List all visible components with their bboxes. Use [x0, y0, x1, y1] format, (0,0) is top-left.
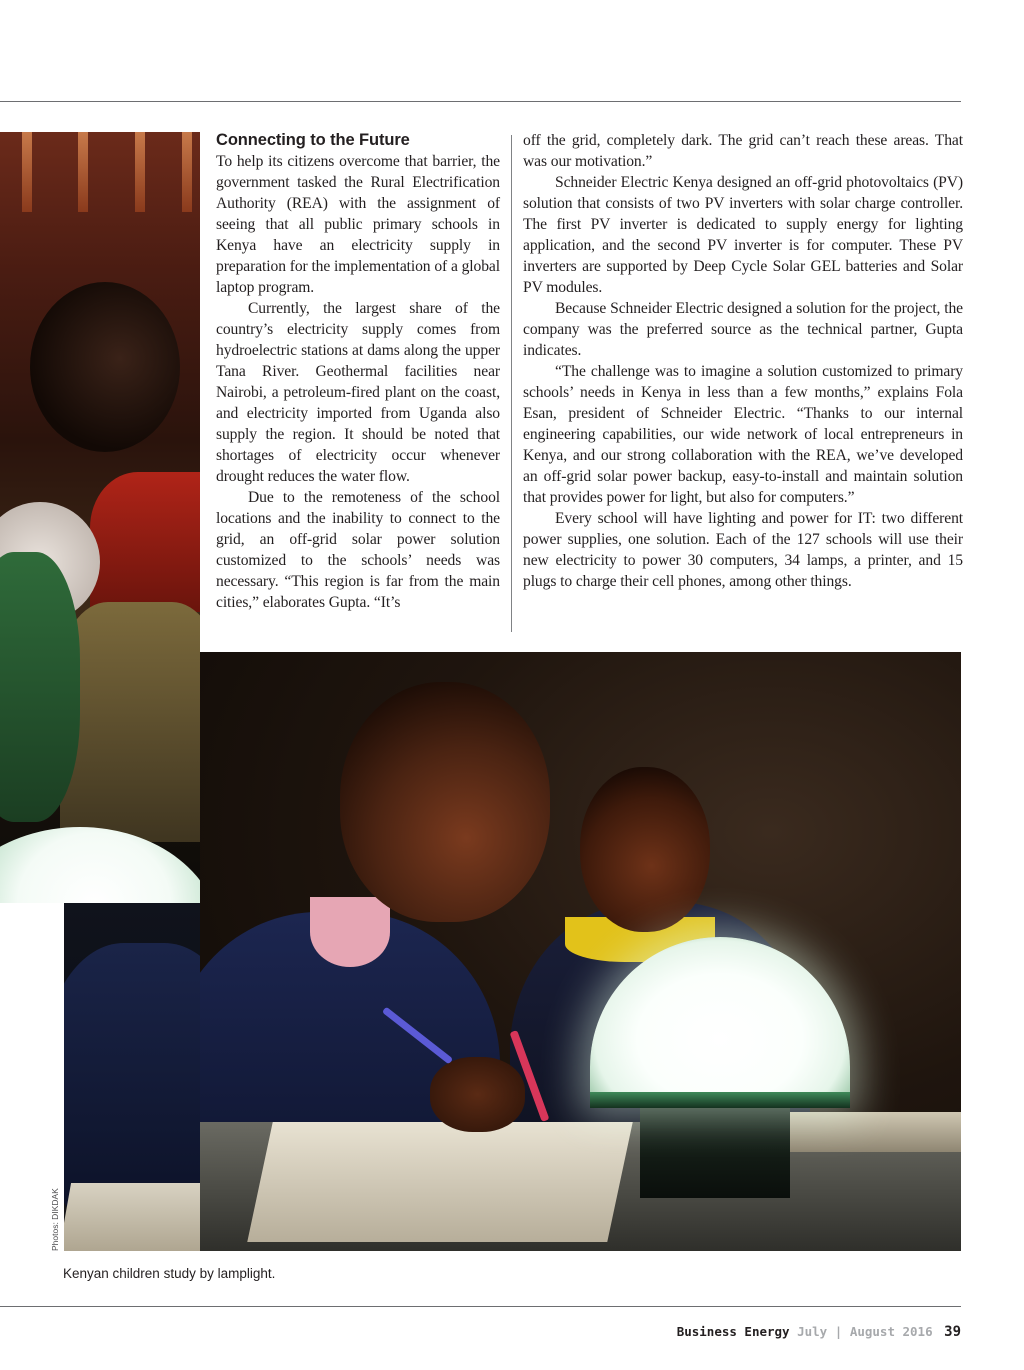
paragraph: Due to the remoteness of the school locations and the inability to connect to the grid, an off-grid solar power solution customized to the schools’ needs was necessary. “This region is far from the main cities,” elaborates Gupta. “It’s [216, 489, 500, 611]
paragraph: Schneider Electric Kenya designed an off-grid photovoltaics (PV) solution that consists of two PV inverters with solar charge controller. The first PV inverter is dedicated to supply energy for lighting application, and the second PV inverter is for computer. These PV inverters are supported by Deep Cycle Solar GEL batteries and Solar PV modules. [523, 174, 963, 296]
issue-month: July [797, 1324, 828, 1339]
paragraph: “The challenge was to imagine a solution customized to primary schools’ needs in Kenya in less than a few months,” explains Fola Esan, president of Schneider Electric. “Thanks to our internal engineering capabilities, our wide network of local entrepreneurs in Kenya, and our strong collaboration with the REA, we’ve developed an off-grid solar power backup, easy-to-install and maintain solution that provides power for light, but also for computers.” [523, 363, 963, 506]
top-rule [0, 101, 961, 102]
photo-children-classroom-left [0, 132, 200, 903]
paragraph: To help its citizens overcome that barrier, the government tasked the Rural Electrification Authority (REA) with the assignment of seeing that all public primary schools in Kenya have an electricity supply in preparation for the implementation of a global laptop program. [216, 153, 500, 296]
paragraph: Currently, the largest share of the country’s electricity supply comes from hydroelectric stations at dams along the upper Tana River. Geothermal facilities near Nairobi, a petroleum-fired plant on the coast, and electricity imported from Uganda also supply the region. It should be noted that shortages of electricity occur whenever drought reduces the water flow. [216, 300, 500, 485]
page-footer [677, 1324, 961, 1340]
section-heading: Connecting to the Future [216, 131, 410, 149]
page-number: 39 [944, 1324, 961, 1340]
photo-caption: Kenyan children study by lamplight. [63, 1266, 276, 1281]
bottom-rule [0, 1306, 961, 1307]
paragraph: off the grid, completely dark. The grid can’t reach these areas. That was our motivation.” [523, 132, 963, 170]
issue-separator: | [834, 1324, 843, 1339]
article-column-left [216, 130, 500, 613]
publication-name: Business Energy [676, 1324, 790, 1339]
paragraph: Because Schneider Electric designed a solution for the project, the company was the preferred source as the technical partner, Gupta indicates. [523, 300, 963, 359]
photo-credit: Photos: DIKDAK [50, 1188, 60, 1251]
photo-children-lamplight-extension [64, 903, 200, 1251]
photo-children-lamplight [200, 652, 961, 1251]
issue-date: August 2016 [849, 1324, 933, 1339]
paragraph: Every school will have lighting and power for IT: two different power supplies, one solution. Each of the 127 schools will use their new electricity to power 30 computers, 34 lamps, a printer, and 15 plugs to charge their cell phones, among other things. [523, 510, 963, 590]
article-column-right [523, 130, 963, 592]
column-divider [511, 135, 512, 632]
